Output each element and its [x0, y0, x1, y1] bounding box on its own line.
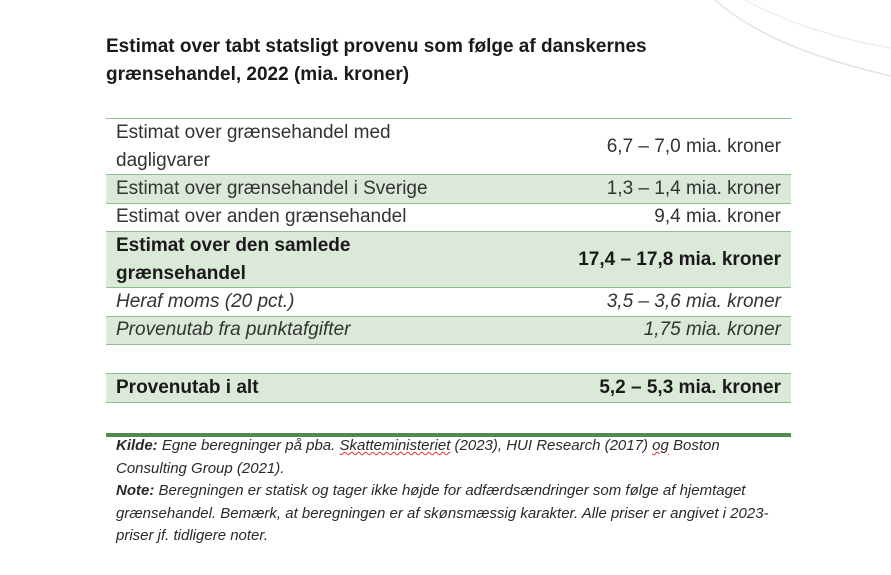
table-row [106, 118, 791, 174]
row-label: Heraf moms (20 pct.) [116, 290, 295, 312]
row-value: 5,2 – 5,3 mia. kroner [599, 376, 781, 398]
table-spacer [106, 344, 791, 373]
table-row [106, 316, 791, 345]
row-value: 17,4 – 17,8 mia. kroner [578, 248, 781, 270]
footnotes [116, 435, 786, 548]
row-label: Estimat over grænsehandel i Sverige [116, 177, 428, 199]
note-label: Note: [116, 482, 155, 499]
table-row-total [106, 231, 791, 287]
row-value: 9,4 mia. kroner [654, 206, 781, 228]
row-value: 6,7 – 7,0 mia. kroner [606, 135, 781, 157]
table-title: Estimat over tabt statsligt provenu som følge af danskernes grænsehandel, 2022 (mia. kroner) [106, 36, 647, 85]
row-label: Provenutab i alt [116, 376, 259, 398]
source-ministry: Skatteministeriet [339, 437, 451, 454]
table-row [106, 174, 791, 203]
row-label: Estimat over anden grænsehandel [116, 206, 407, 228]
table-row [106, 287, 791, 316]
row-label: Provenutab fra punktafgifter [116, 319, 351, 341]
source-note: Kilde: Egne beregninger på pba. Skatteministeriet (2023), HUI Research (2017) og Boston Consulting Group (2021). [116, 437, 720, 477]
table-row-grand-total [106, 373, 791, 402]
estimate-table [106, 118, 791, 437]
row-value: 1,3 – 1,4 mia. kroner [606, 177, 781, 199]
row-value: 1,75 mia. kroner [643, 319, 781, 341]
row-label: Estimat over grænsehandel med dagligvarer [116, 121, 391, 171]
table-row [106, 203, 791, 232]
row-value: 3,5 – 3,6 mia. kroner [606, 290, 781, 312]
method-note: Note: Beregningen er statisk og tager ikke højde for adfærdsændringer som følge af hjemtaget grænsehandel. Bemærk, at beregningen er af skønsmæssig karakter. Alle priser er angivet i 2023-priser jf. tidligere noter. [116, 482, 769, 544]
row-label: Estimat over den samlede grænsehandel [116, 234, 351, 284]
source-label: Kilde: [116, 437, 158, 454]
